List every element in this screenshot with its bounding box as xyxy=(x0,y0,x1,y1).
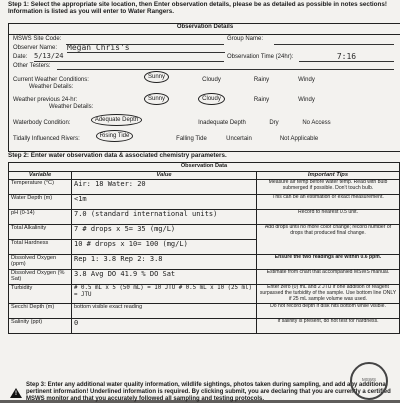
observation-details-title: Observation Details xyxy=(9,24,400,35)
tidal-falling-option[interactable]: Falling Tide xyxy=(176,136,207,142)
waterbody-no-access-option[interactable]: No Access xyxy=(302,120,331,126)
date-label: Date: xyxy=(13,54,28,60)
tidal-uncertain-option[interactable]: Uncertain xyxy=(226,136,252,142)
variable-header: Variable xyxy=(9,172,72,180)
table-row xyxy=(9,180,400,195)
other-testers-line[interactable] xyxy=(57,61,394,70)
waterbody-condition-label: Waterbody Condition: xyxy=(13,120,71,126)
value-header: Value xyxy=(72,172,257,180)
time-label: Observation Time (24hr): xyxy=(227,54,294,60)
current-weather-details-label: Weather Details: xyxy=(29,84,74,90)
dissolved-oxygen-ppm-label: Dissolved Oxygen (ppm) xyxy=(9,255,72,270)
tips-header: Important Tips xyxy=(257,172,400,180)
table-row xyxy=(9,255,400,270)
step3-instructions: Step 3: Enter any additional water quality information, wildlife sightings, photos taken during sampling, and add any additional pertinent information! Underlined information is required. By clicking submit, you are declaring that you are currently a certified MSWS monitor and that you accurately followed all sampling and testing protocols. xyxy=(26,382,391,402)
time-value[interactable]: 7:16 xyxy=(299,52,394,62)
secchi-depth-value[interactable]: bottom visible exact reading xyxy=(72,303,257,318)
salinity-value[interactable]: 0 xyxy=(72,318,257,333)
observation-details-box xyxy=(8,23,400,152)
previous-weather-sunny-option[interactable] xyxy=(139,96,174,103)
ph-tip: Record to nearest 0.5 unit. xyxy=(257,210,400,225)
other-testers-label: Other Testers: xyxy=(13,63,51,69)
water-depth-label: Water Depth (m) xyxy=(9,195,72,210)
secchi-depth-label: Secchi Depth (m) xyxy=(9,303,72,318)
current-weather-cloudy-option[interactable]: Cloudy xyxy=(202,77,221,83)
msws-seal-logo xyxy=(350,362,388,400)
observer-name-value[interactable]: Megan Chris's xyxy=(67,43,225,53)
group-name-line[interactable] xyxy=(274,36,394,45)
site-code-label: MSWS Site Code: xyxy=(13,36,62,42)
table-row xyxy=(9,195,400,210)
water-depth-tip: This can be an estimation or exact measurement. xyxy=(257,195,400,210)
dissolved-oxygen-ppm-value[interactable]: Rep 1: 3.8 Rep 2: 3.8 xyxy=(72,255,257,270)
dissolved-oxygen-sat-value[interactable]: 3.8 Avg DO 41.9 % DO Sat xyxy=(72,270,257,285)
temperature-label: Temperature (°C) xyxy=(9,180,72,195)
table-row xyxy=(9,210,400,225)
alkalinity-value[interactable]: 7 # drops x 5= 35 (mg/L) xyxy=(72,225,257,240)
date-value[interactable]: 5/13/24 xyxy=(34,52,224,62)
previous-weather-details-label: Weather Details: xyxy=(49,104,94,110)
current-weather-rainy-option[interactable]: Rainy xyxy=(253,77,270,83)
turbidity-label: Turbidity xyxy=(9,285,72,304)
step1-instructions: Step 1: Select the appropriate site location, then Enter observation details, please be as detailed as possible in notes sections! Information is listed as you will enter to Water Rangers. xyxy=(8,1,387,16)
current-weather-sunny-option[interactable] xyxy=(139,74,174,81)
tidal-rising-circle: Rising Tide xyxy=(96,130,134,142)
waterbody-adequate-circle: Adequate Depth xyxy=(91,114,142,126)
table-row xyxy=(9,270,400,285)
secchi-depth-tip: Do not record depth if disk hits bottom while visible. xyxy=(257,303,400,318)
hardness-value[interactable]: 10 # drops x 10= 100 (mg/L) xyxy=(72,240,257,255)
group-name-label: Group Name: xyxy=(227,36,264,42)
tidal-not-applicable-option[interactable]: Not Applicable xyxy=(279,136,319,142)
temperature-value[interactable]: Air: 18 Water: 20 xyxy=(72,180,257,195)
tidal-label: Tidally Influenced Rivers: xyxy=(13,136,80,142)
table-row xyxy=(9,303,400,318)
previous-weather-windy-option[interactable]: Windy xyxy=(298,97,315,103)
previous-weather-cloudy-option[interactable] xyxy=(194,96,229,103)
previous-weather-cloudy-circle: Cloudy xyxy=(198,93,225,105)
salinity-label: Salinity (ppt) xyxy=(9,318,72,333)
observer-name-label: Observer Name: xyxy=(13,45,58,51)
msws-seal-text: MSWS xyxy=(362,377,376,382)
previous-weather-sunny-circle: Sunny xyxy=(144,93,169,105)
observation-data-title: Observation Data xyxy=(9,163,400,172)
hardness-label: Total Hardness xyxy=(9,240,72,255)
current-weather-label: Current Weather Conditions: xyxy=(13,77,89,83)
current-weather-sunny-circle: Sunny xyxy=(144,71,169,83)
warning-exclamation-icon: ! xyxy=(15,391,17,397)
dissolved-oxygen-sat-label: Dissolved Oxygen (% Sat) xyxy=(9,270,72,285)
ph-value[interactable]: 7.0 (standard international units) xyxy=(72,210,257,225)
step2-instructions: Step 2: Enter water observation data & associated chemistry parameters. xyxy=(8,152,227,159)
current-weather-windy-option[interactable]: Windy xyxy=(298,77,315,83)
observation-data-table xyxy=(8,162,400,334)
dissolved-oxygen-sat-tip: Estimate from chart that accompanied MSWS manual. xyxy=(257,270,400,285)
previous-weather-rainy-option[interactable]: Rainy xyxy=(253,97,270,103)
water-depth-value[interactable]: <1m xyxy=(72,195,257,210)
table-row xyxy=(9,318,400,333)
waterbody-adequate-option[interactable] xyxy=(79,117,154,124)
turbidity-value[interactable]: # 0.5 mL x 5 (50 mL) = 10 JTU # 0.5 mL x 10 (25 ml) = JTU xyxy=(72,285,257,304)
previous-weather-label: Weather previous 24-hr: xyxy=(13,97,78,103)
temperature-tip: Measure air temp before water temp. Read with bulb submerged if possible. Don't touch bulb. xyxy=(257,180,400,195)
alkalinity-tip: Add drops until no more color change; record number of drops that produced final change. xyxy=(257,225,400,255)
turbidity-tip: Enter zero (0) mL and 2 JTU if one addition of reagent surpassed the turbidity of the sample. Use bottom line ONLY if 25 mL sample volume was used. xyxy=(257,285,400,304)
salinity-tip: If salinity is present, do not test for hardness. xyxy=(257,318,400,333)
alkalinity-label: Total Alkalinity xyxy=(9,225,72,240)
ph-label: pH (0-14) xyxy=(9,210,72,225)
table-row xyxy=(9,225,400,240)
dissolved-oxygen-ppm-tip: Ensure the two readings are within 0.6 ppm. xyxy=(257,255,400,270)
waterbody-dry-option[interactable]: Dry xyxy=(269,120,279,126)
tidal-rising-option[interactable] xyxy=(87,133,142,140)
table-row xyxy=(9,285,400,304)
waterbody-inadequate-option[interactable]: Inadequate Depth xyxy=(198,120,246,126)
